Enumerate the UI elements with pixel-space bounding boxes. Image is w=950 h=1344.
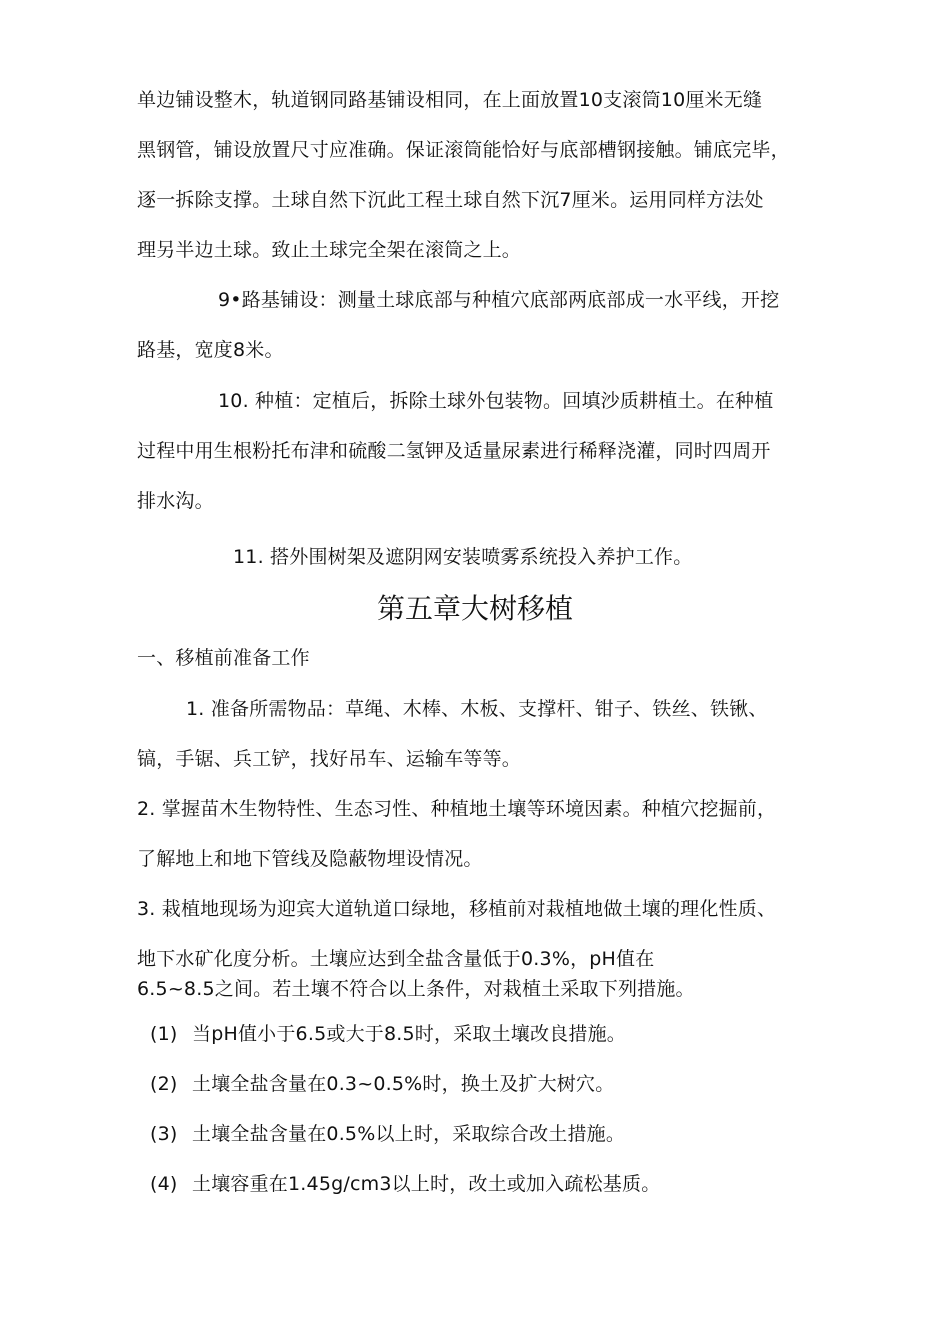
list-item-text: 土壤全盐含量在0.5%以上时，采取综合改土措施。 [192,1123,626,1145]
list-item [150,1022,626,1046]
body-text-line: 10. 种植：定植后，拆除土球外包装物。回填沙质耕植土。在种植 [218,390,774,412]
body-text-line: 1. 准备所需物品：草绳、木棒、木板、支撑杆、钳子、铁丝、铁锹、 [186,698,768,720]
body-text-line: 镐，手锯、兵工铲，找好吊车、运输车等等。 [137,748,522,770]
body-text-line: 9•路基铺设：测量土球底部与种植穴底部两底部成一水平线，开挖 [218,289,780,311]
body-text-line: 过程中用生根粉托布津和硫酸二氢钾及适量尿素进行稀释浇灌，同时四周开 [137,440,771,462]
body-text-line: 理另半边土球。致止土球完全架在滚筒之上。 [137,239,522,261]
list-item [150,1072,614,1096]
body-text-line: 排水沟。 [137,490,214,512]
body-text-line: 3. 栽植地现场为迎宾大道轨道口绿地，移植前对栽植地做土壤的理化性质、 [137,898,777,920]
list-item-number: (2) [150,1073,178,1095]
list-item-text: 土壤全盐含量在0.3~0.5%时，换土及扩大树穴。 [192,1073,615,1095]
body-text-line: 黑钢管，铺设放置尺寸应准确。保证滚筒能恰好与底部槽钢接触。铺底完毕， [137,139,790,161]
body-text-line: 6.5~8.5之间。若土壤不符合以上条件，对栽植土采取下列措施。 [137,978,695,1000]
list-item-number: (1) [150,1023,178,1045]
body-text-line: 路基，宽度8米。 [137,339,284,361]
body-text-line: 地下水矿化度分析。土壤应达到全盐含量低于0.3%，pH值在 [137,948,655,970]
body-text-line: 了解地上和地下管线及隐蔽物埋设情况。 [137,848,483,870]
list-item-text: 当pH值小于6.5或大于8.5时，采取土壤改良措施。 [192,1023,626,1045]
list-item [150,1122,625,1146]
chapter-title: 第五章大树移植 [376,592,573,625]
body-text-line: 单边铺设整木，轨道钢同路基铺设相同，在上面放置10支滚筒10厘米无缝 [137,89,763,111]
section-heading: 一、移植前准备工作 [137,647,310,669]
list-item-number: (4) [150,1173,178,1195]
body-text-line: 2. 掌握苗木生物特性、生态习性、种植地土壤等环境因素。种植穴挖掘前， [137,798,777,820]
list-item-number: (3) [150,1123,178,1145]
body-text-line: 逐一拆除支撑。土球自然下沉此工程土球自然下沉7厘米。运用同样方法处 [137,189,764,211]
list-item-text: 土壤容重在1.45g/cm3以上时，改土或加入疏松基质。 [192,1173,661,1195]
list-item [150,1172,660,1196]
body-text-line: 11. 搭外围树架及遮阴网安装喷雾系统投入养护工作。 [233,546,693,568]
